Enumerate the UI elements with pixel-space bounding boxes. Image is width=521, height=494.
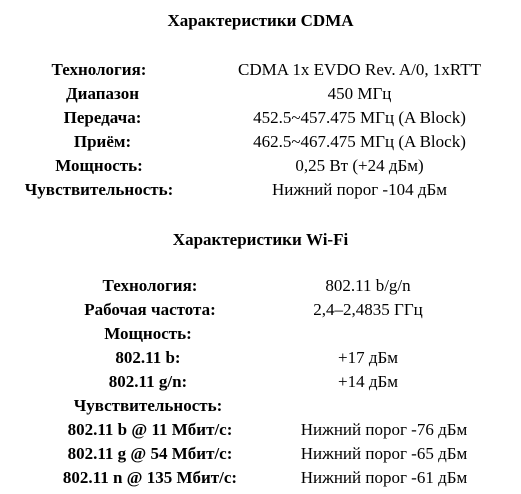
wifi-row-frequency [0,298,521,322]
wifi-power-b-value: +17 дБм [337,348,398,367]
cdma-transmit-value: 452.5~457.475 МГц (A Block) [253,108,466,127]
cdma-row-receive [0,130,521,154]
wifi-power-b-label: 802.11 b: [115,348,181,367]
wifi-row-sensitivity-b [0,418,521,442]
wifi-row-technology [0,274,521,298]
cdma-sensitivity-value: Нижний порог -104 дБм [271,180,448,199]
wifi-sensitivity-n-label: 802.11 n @ 135 Мбит/с: [62,468,238,487]
wifi-row-sensitivity-n [0,466,521,490]
cdma-row-transmit [0,106,521,130]
wifi-title: Характеристики Wi-Fi [172,230,349,249]
cdma-receive-label: Приём: [73,132,132,151]
wifi-row-sensitivity-heading [0,394,521,418]
cdma-row-band [0,82,521,106]
wifi-sensitivity-label: Чувствительность: [73,396,223,415]
wifi-power-gn-value: +14 дБм [337,372,398,391]
cdma-row-technology [0,58,521,82]
cdma-power-value: 0,25 Вт (+24 дБм) [295,156,424,175]
cdma-sensitivity-label: Чувствительность: [24,180,174,199]
wifi-row-power-gn [0,370,521,394]
wifi-sensitivity-g-value: Нижний порог -65 дБм [300,444,468,463]
cdma-transmit-label: Передача: [63,108,142,127]
cdma-band-value: 450 МГц [327,84,392,103]
cdma-technology-label: Технология: [51,60,147,79]
cdma-technology-value: CDMA 1x EVDO Rev. A/0, 1xRTT [238,60,481,79]
wifi-technology-value: 802.11 b/g/n [325,276,411,295]
wifi-row-sensitivity-g [0,442,521,466]
wifi-sensitivity-g-label: 802.11 g @ 54 Мбит/с: [67,444,233,463]
wifi-row-power-heading [0,322,521,346]
wifi-frequency-label: Рабочая частота: [84,300,216,319]
wifi-power-gn-label: 802.11 g/n: [108,372,188,391]
wifi-sensitivity-b-value: Нижний порог -76 дБм [300,420,468,439]
cdma-title: Характеристики CDMA [167,11,354,30]
wifi-sensitivity-n-value: Нижний порог -61 дБм [300,468,468,487]
cdma-band-label: Диапазон [65,84,140,103]
cdma-receive-value: 462.5~467.475 МГц (A Block) [253,132,466,151]
wifi-frequency-value: 2,4–2,4835 ГГц [313,300,423,319]
cdma-row-sensitivity [0,178,521,202]
cdma-row-power [0,154,521,178]
cdma-power-label: Мощность: [55,156,143,175]
wifi-power-label: Мощность: [104,324,192,343]
wifi-row-power-b [0,346,521,370]
wifi-technology-label: Технология: [102,276,198,295]
wifi-sensitivity-b-label: 802.11 b @ 11 Мбит/с: [67,420,233,439]
